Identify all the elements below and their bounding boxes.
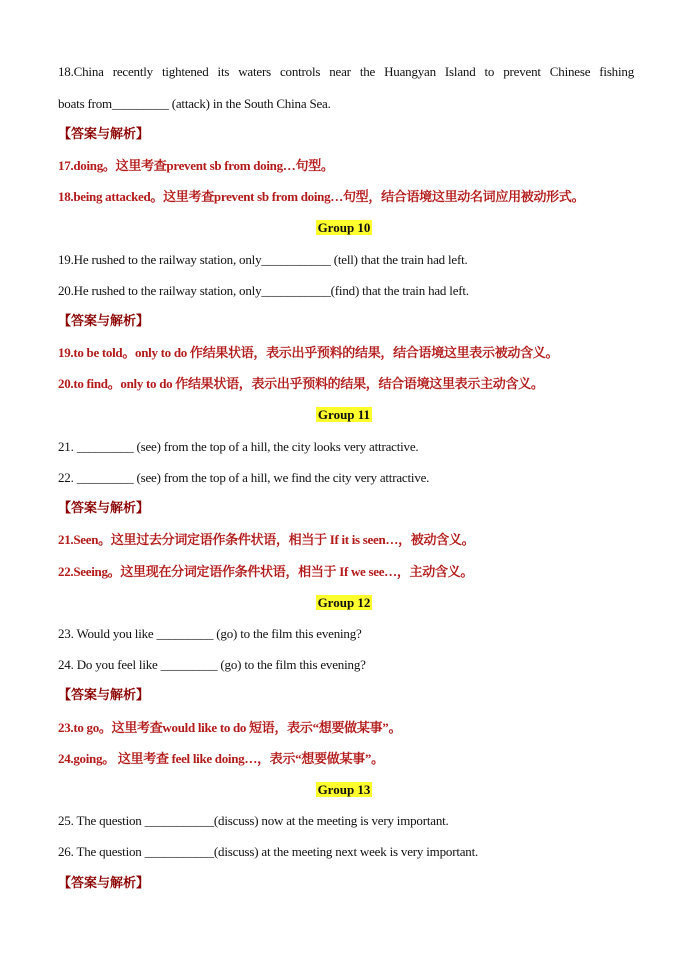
question-21: 21. _________ (see) from the top of a hill, the city looks very attractive. (58, 439, 419, 454)
answer-20: 20.to find。only to do 作结果状语，表示出乎预料的结果，结合语境这里表示主动含义。 (58, 376, 544, 391)
answer-heading: 【答案与解析】 (58, 876, 150, 891)
group-11-title (0, 406, 688, 424)
question-23: 23. Would you like _________ (go) to the film this evening? (58, 626, 362, 641)
question-20: 20.He rushed to the railway station, only___________(find) that the train had left. (58, 283, 469, 298)
answer-heading: 【答案与解析】 (58, 501, 150, 516)
answer-heading: 【答案与解析】 (58, 688, 150, 703)
question-18-line-2: boats from_________ (attack) in the South China Sea. (58, 96, 331, 111)
question-22: 22. _________ (see) from the top of a hill, we find the city very attractive. (58, 470, 430, 485)
group-11-label: Group 11 (317, 407, 371, 422)
group-13-label: Group 13 (317, 782, 371, 797)
answer-22: 22.Seeing。这里现在分词定语作条件状语，相当于 If we see…，主动含义。 (58, 564, 474, 579)
question-24: 24. Do you feel like _________ (go) to the film this evening? (58, 657, 366, 672)
question-19: 19.He rushed to the railway station, only___________ (tell) that the train had left. (58, 252, 468, 267)
group-10-title (0, 219, 688, 237)
question-26: 26. The question ___________(discuss) at the meeting next week is very important. (58, 844, 479, 859)
group-12-title (0, 594, 688, 612)
answer-23: 23.to go。这里考查would like to do 短语，表示“想要做某事”。 (58, 720, 402, 735)
question-25: 25. The question ___________(discuss) now at the meeting is very important. (58, 813, 449, 828)
answer-19: 19.to be told。only to do 作结果状语，表示出乎预料的结果，结合语境这里表示被动含义。 (58, 345, 559, 360)
answer-heading: 【答案与解析】 (58, 127, 150, 142)
answer-17: 17.doing。这里考查prevent sb from doing…句型。 (58, 158, 334, 173)
group-12-label: Group 12 (317, 595, 371, 610)
question-18-line-1: 18.China recently tightened its waters controls near the Huangyan Island to prevent Chinese fishing (58, 64, 634, 79)
answer-18: 18.being attacked。这里考查prevent sb from doing…句型，结合语境这里动名词应用被动形式。 (58, 189, 585, 204)
group-13-title (0, 781, 688, 799)
group-10-label: Group 10 (317, 220, 371, 235)
answer-21: 21.Seen。这里过去分词定语作条件状语，相当于 If it is seen…，被动含义。 (58, 532, 475, 547)
answer-heading: 【答案与解析】 (58, 314, 150, 329)
answer-24: 24.going。 这里考查 feel like doing…，表示“想要做某事”。 (58, 751, 384, 766)
